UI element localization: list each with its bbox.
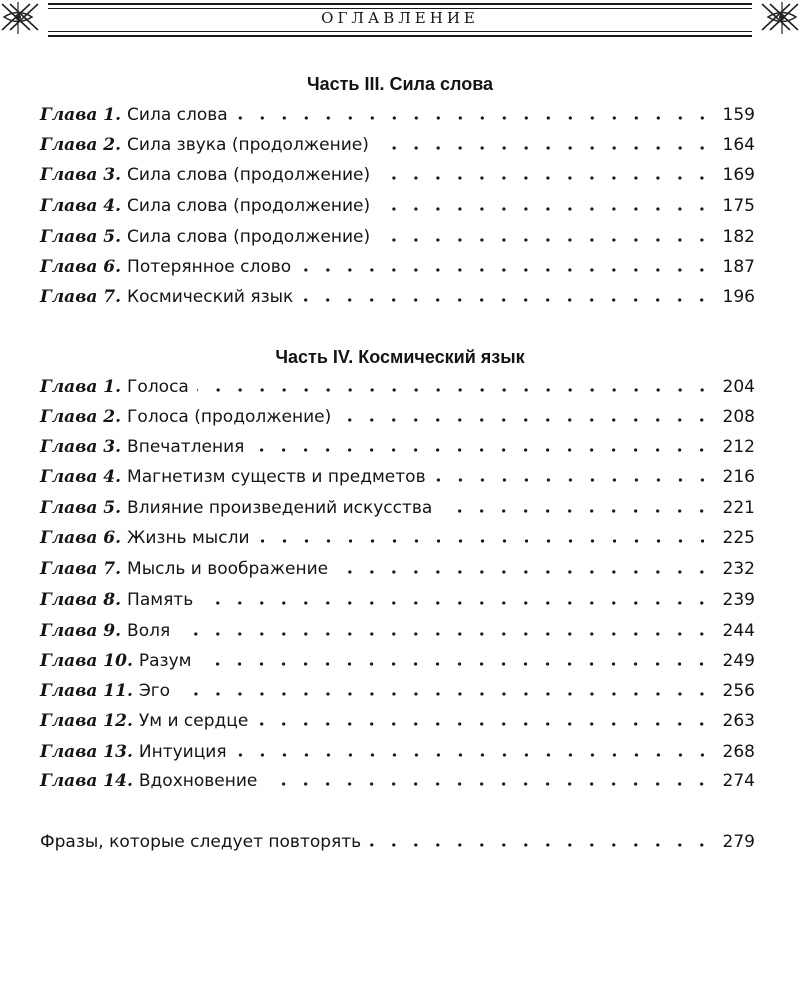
page-number: 175	[722, 196, 755, 216]
dot-leader	[201, 601, 713, 605]
page-number: 268	[722, 742, 755, 762]
dot-leader	[339, 418, 713, 422]
dot-leader	[236, 116, 713, 120]
dot-leader	[258, 539, 714, 543]
page-number: 204	[722, 377, 755, 397]
toc-entry[interactable]	[40, 464, 755, 490]
page-header	[0, 0, 800, 40]
page-number: 159	[722, 105, 755, 125]
dot-leader	[377, 146, 713, 150]
chapter-title: Разум	[138, 651, 192, 671]
chapter-title: Магнетизм существ и предметов	[127, 467, 426, 487]
part-heading: Часть IV. Космический язык	[275, 347, 525, 367]
toc-entry[interactable]	[40, 648, 755, 674]
page-number: 164	[722, 135, 755, 155]
chapter-number: Глава 7.	[40, 287, 122, 307]
chapter-number: Глава 1.	[40, 377, 122, 397]
chapter-number: Глава 14.	[40, 771, 133, 791]
dot-leader	[336, 570, 713, 574]
chapter-title: Жизнь мысли	[127, 528, 250, 548]
dot-leader	[434, 478, 713, 482]
chapter-title: Голоса (продолжение)	[127, 407, 332, 427]
toc-entry[interactable]	[40, 618, 755, 644]
toc-entry[interactable]	[40, 495, 755, 521]
chapter-title: Вдохновение	[138, 771, 258, 791]
chapter-number: Глава 8.	[40, 590, 122, 610]
page-number: 225	[722, 528, 755, 548]
chapter-number: Глава 4.	[40, 467, 122, 487]
page-number: 274	[722, 771, 755, 791]
chapter-title: Воля	[127, 621, 171, 641]
chapter-title: Впечатления	[127, 437, 245, 457]
chapter-title: Голоса	[127, 377, 189, 397]
page-number: 279	[722, 832, 755, 852]
toc-entry[interactable]	[40, 434, 755, 460]
toc-entry[interactable]	[40, 193, 755, 219]
chapter-title: Ум и сердце	[138, 711, 249, 731]
chapter-title: Сила слова (продолжение)	[127, 165, 371, 185]
toc-entry[interactable]	[40, 768, 755, 794]
chapter-number: Глава 5.	[40, 227, 122, 247]
page-number: 239	[722, 590, 755, 610]
chapter-number: Глава 11.	[40, 681, 133, 701]
page-number: 216	[722, 467, 755, 487]
toc-entry[interactable]	[40, 556, 755, 582]
chapter-title: Потерянное слово	[127, 257, 292, 277]
chapter-title: Сила звука (продолжение)	[127, 135, 369, 155]
chapter-title: Интуиция	[138, 742, 227, 762]
toc-entry[interactable]	[40, 678, 755, 704]
chapter-number: Глава 2.	[40, 135, 122, 155]
chapter-number: Глава 4.	[40, 196, 122, 216]
toc-entry[interactable]	[40, 587, 755, 613]
chapter-number: Глава 12.	[40, 711, 133, 731]
dot-leader	[369, 843, 713, 847]
chapter-number: Глава 3.	[40, 165, 122, 185]
page-number: 256	[722, 681, 755, 701]
toc-entry[interactable]	[40, 224, 755, 250]
ornament-right-icon	[740, 0, 800, 36]
dot-leader	[299, 268, 713, 272]
chapter-number: Глава 13.	[40, 742, 133, 762]
dot-leader	[265, 782, 713, 786]
page-number: 187	[722, 257, 755, 277]
page-number: 212	[722, 437, 755, 457]
dot-leader	[378, 238, 713, 242]
chapter-number: Глава 2.	[40, 407, 122, 427]
dot-leader	[178, 692, 713, 696]
toc-entry[interactable]	[40, 404, 755, 430]
chapter-title: Память	[127, 590, 194, 610]
toc-entry-phrases[interactable]	[40, 829, 755, 855]
toc-entry[interactable]	[40, 162, 755, 188]
page-title: ОГЛАВЛЕНИЕ	[321, 9, 479, 27]
dot-leader	[440, 509, 713, 513]
chapter-title: Космический язык	[127, 287, 294, 307]
chapter-number: Глава 10.	[40, 651, 133, 671]
page-number: 196	[722, 287, 755, 307]
toc-entry[interactable]	[40, 132, 755, 158]
chapter-title: Сила слова	[127, 105, 228, 125]
dot-leader	[235, 753, 713, 757]
page-number: 169	[722, 165, 755, 185]
dot-leader	[378, 207, 713, 211]
toc-entry[interactable]	[40, 739, 755, 765]
page-number: 182	[722, 227, 755, 247]
dot-leader	[256, 722, 713, 726]
page-number: 232	[722, 559, 755, 579]
chapter-title: Сила слова (продолжение)	[127, 196, 371, 216]
page-number: 249	[722, 651, 755, 671]
chapter-number: Глава 5.	[40, 498, 122, 518]
page-number: 263	[722, 711, 755, 731]
chapter-number: Глава 3.	[40, 437, 122, 457]
toc-entry[interactable]	[40, 525, 755, 551]
toc-entry[interactable]	[40, 254, 755, 280]
toc-entry[interactable]	[40, 284, 755, 310]
chapter-number: Глава 1.	[40, 105, 122, 125]
page-number: 208	[722, 407, 755, 427]
chapter-number: Глава 9.	[40, 621, 122, 641]
chapter-title: Сила слова (продолжение)	[127, 227, 371, 247]
page-number: 244	[722, 621, 755, 641]
dot-leader	[178, 632, 713, 636]
toc-entry[interactable]	[40, 102, 755, 128]
chapter-title: Эго	[138, 681, 171, 701]
dot-leader	[252, 448, 713, 452]
dot-leader	[378, 176, 713, 180]
dot-leader	[197, 388, 713, 392]
chapter-title: Мысль и воображение	[127, 559, 329, 579]
toc-entry[interactable]	[40, 708, 755, 734]
chapter-number: Глава 7.	[40, 559, 122, 579]
dot-leader	[301, 298, 713, 302]
part-heading: Часть III. Сила слова	[306, 74, 494, 94]
chapter-number: Глава 6.	[40, 257, 122, 277]
chapter-title: Влияние произведений искусства	[127, 498, 433, 518]
toc-entry[interactable]	[40, 374, 755, 400]
page-number: 221	[722, 498, 755, 518]
chapter-number: Глава 6.	[40, 528, 122, 548]
dot-leader	[199, 662, 713, 666]
entry-title: Фразы, которые следует повторять	[40, 832, 362, 852]
